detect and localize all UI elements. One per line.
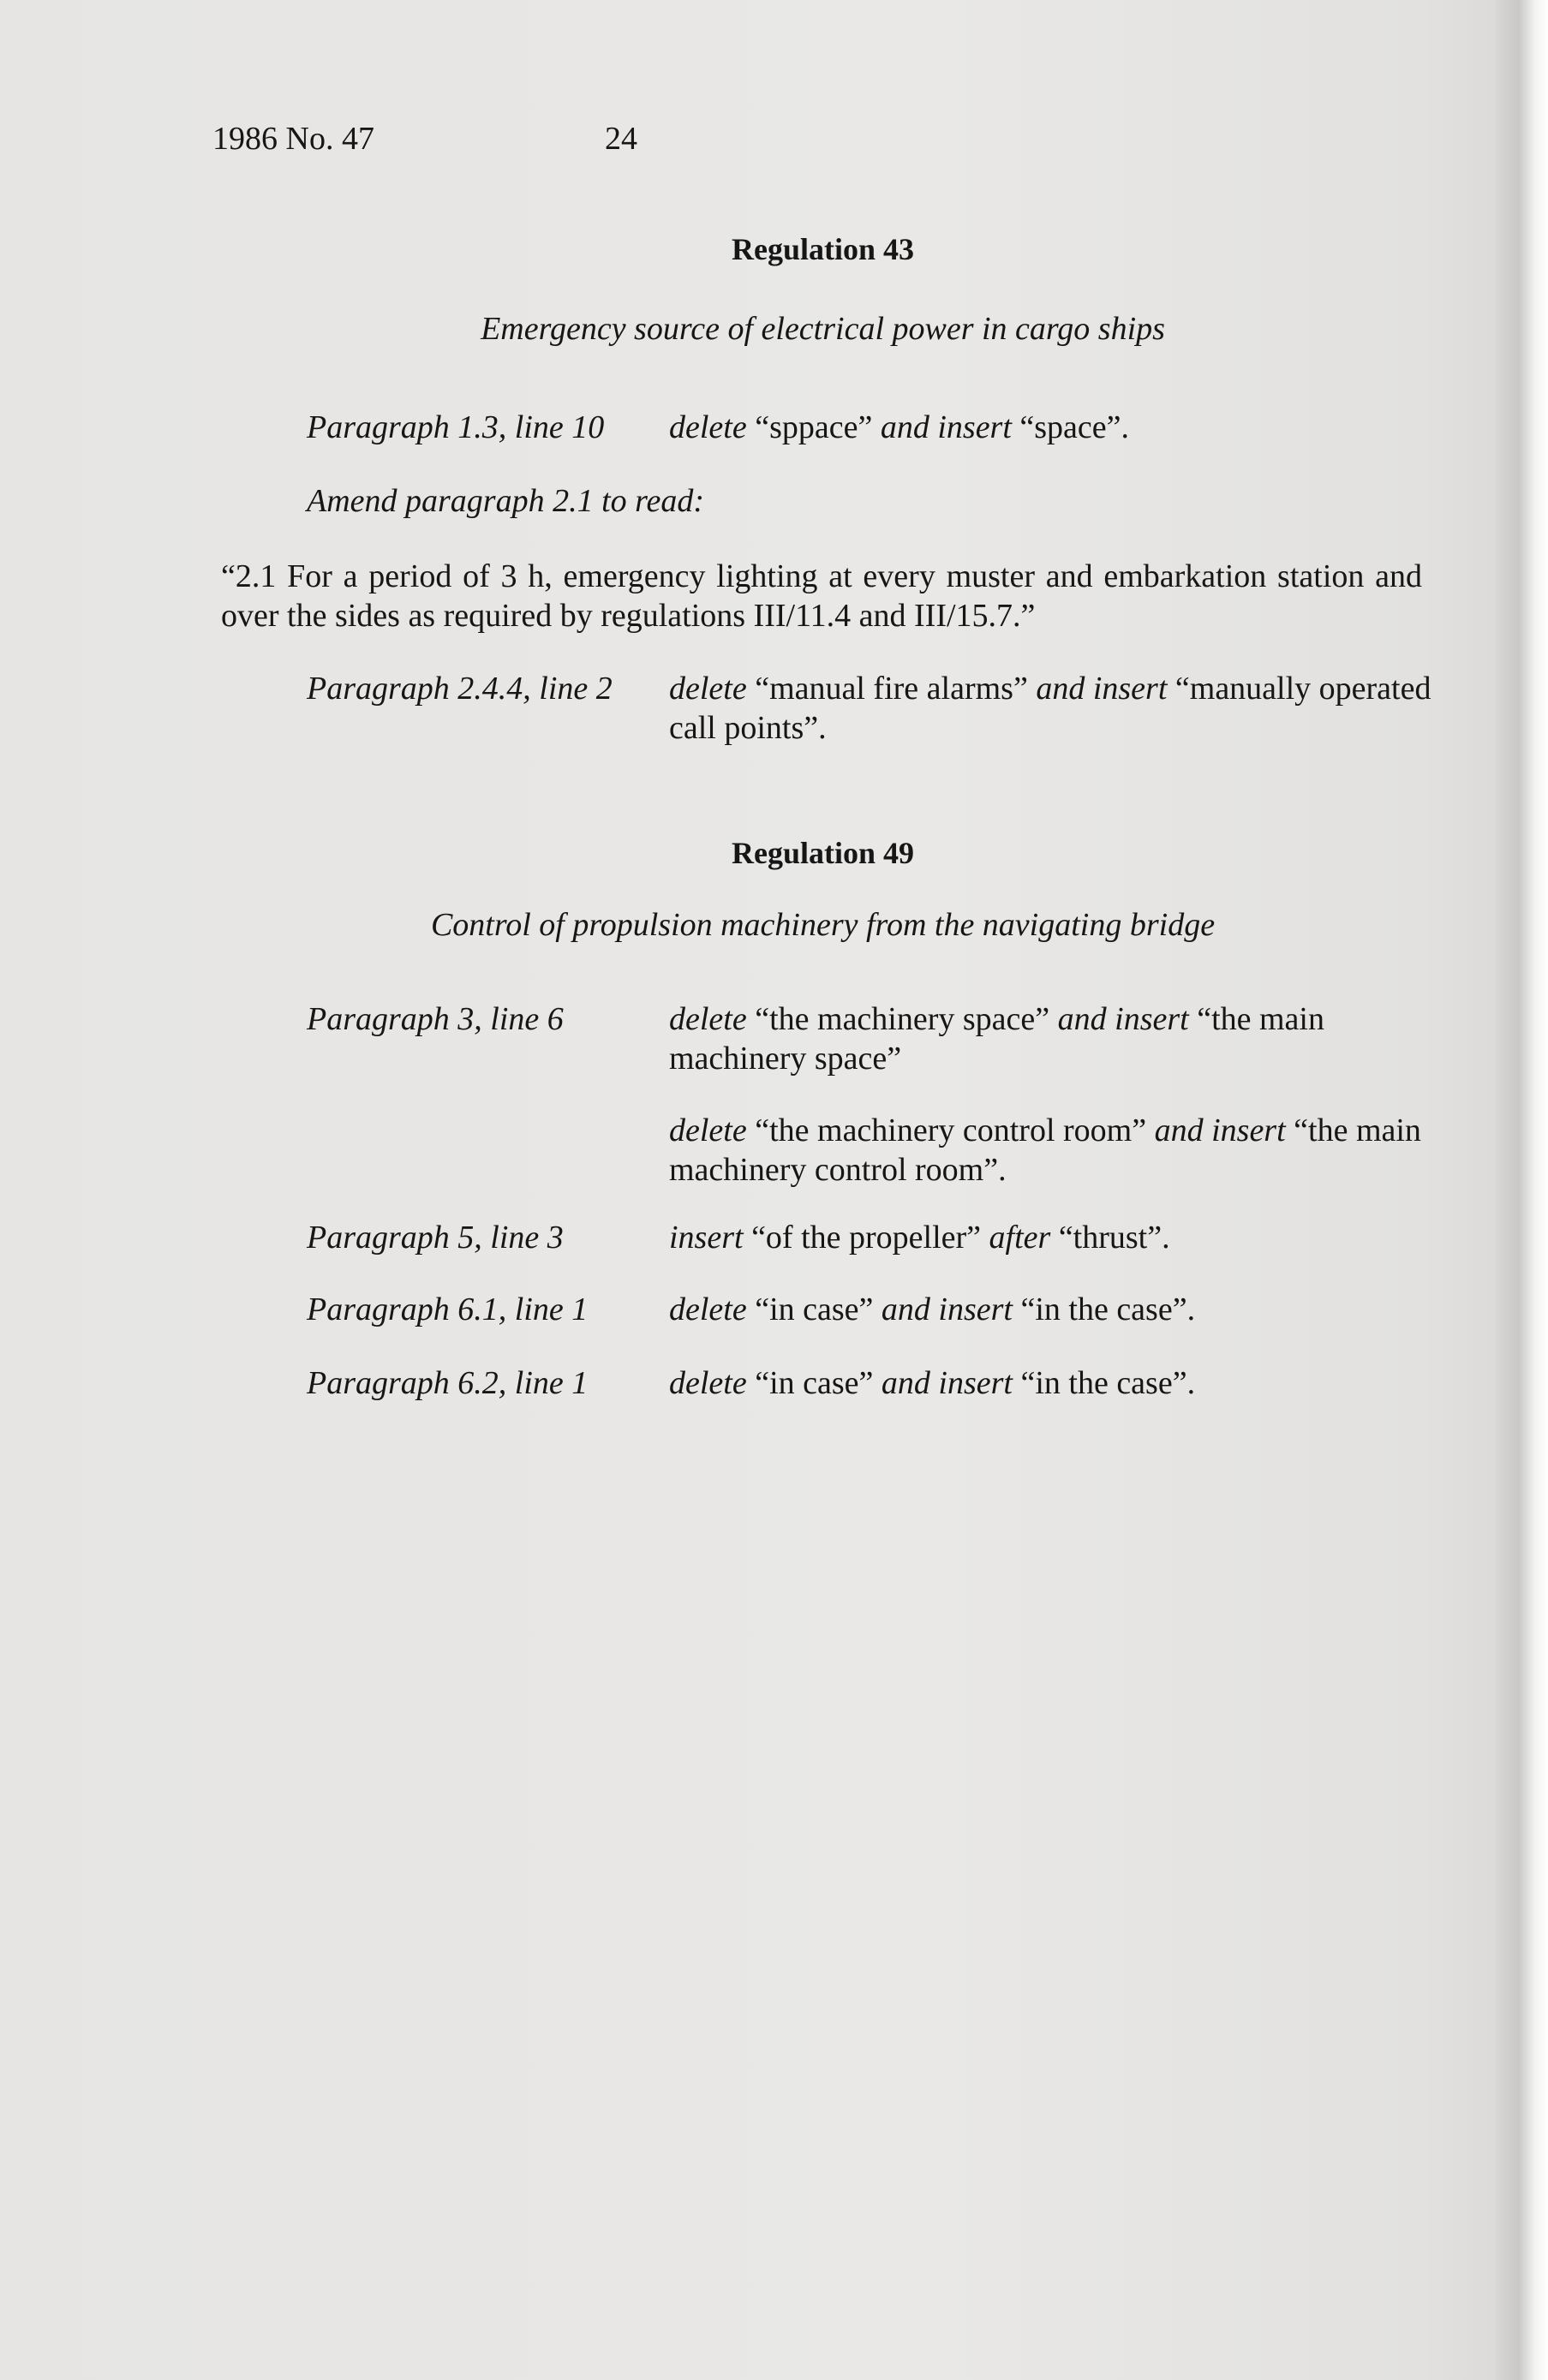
regulation-49-subtitle: Control of propulsion machinery from the navigating bridge <box>430 907 1216 943</box>
statute-reference: 1986 No. 47 <box>212 121 374 157</box>
amendment-reference: Paragraph 5, line 3 <box>307 1220 564 1256</box>
regulation-43-subtitle: Emergency source of electrical power in cargo ships <box>481 311 1165 347</box>
amendment-instruction: delete “the machinery control room” and insert “the main machinery control room”. <box>669 1112 1421 1188</box>
regulation-49-title: Regulation 49 <box>731 836 914 870</box>
amendment-reference: Paragraph 1.3, line 10 <box>307 409 605 445</box>
amendment-instruction: delete “in case” and insert “in the case”. <box>669 1291 1196 1327</box>
regulation-43-title: Regulation 43 <box>731 232 914 266</box>
page-spine-edge <box>1495 0 1548 2380</box>
amendment-reference: Paragraph 2.4.4, line 2 <box>307 671 613 707</box>
amendment-instruction: delete “sppace” and insert “space”. <box>669 409 1130 445</box>
amend-instruction: Amend paragraph 2.1 to read: <box>307 483 705 519</box>
amendment-instruction: insert “of the propeller” after “thrust”. <box>669 1220 1170 1256</box>
amendment-instruction: delete “manual fire alarms” and insert “manually operated call points”. <box>669 671 1431 746</box>
amendment-instruction: delete “in case” and insert “in the case”. <box>669 1365 1196 1401</box>
page-header <box>212 120 1433 171</box>
amendment-reference: Paragraph 6.1, line 1 <box>307 1291 589 1327</box>
page-number: 24 <box>605 121 637 157</box>
quoted-paragraph: “2.1 For a period of 3 h, emergency lighting at every muster and embarkation station and over the sides as required by regulations III/11.4 and III/15.7.” <box>221 558 1422 634</box>
amendment-instruction: delete “the machinery space” and insert “the main machinery space” <box>669 1001 1324 1077</box>
amendment-reference: Paragraph 3, line 6 <box>307 1001 564 1037</box>
amendment-reference: Paragraph 6.2, line 1 <box>307 1365 589 1401</box>
